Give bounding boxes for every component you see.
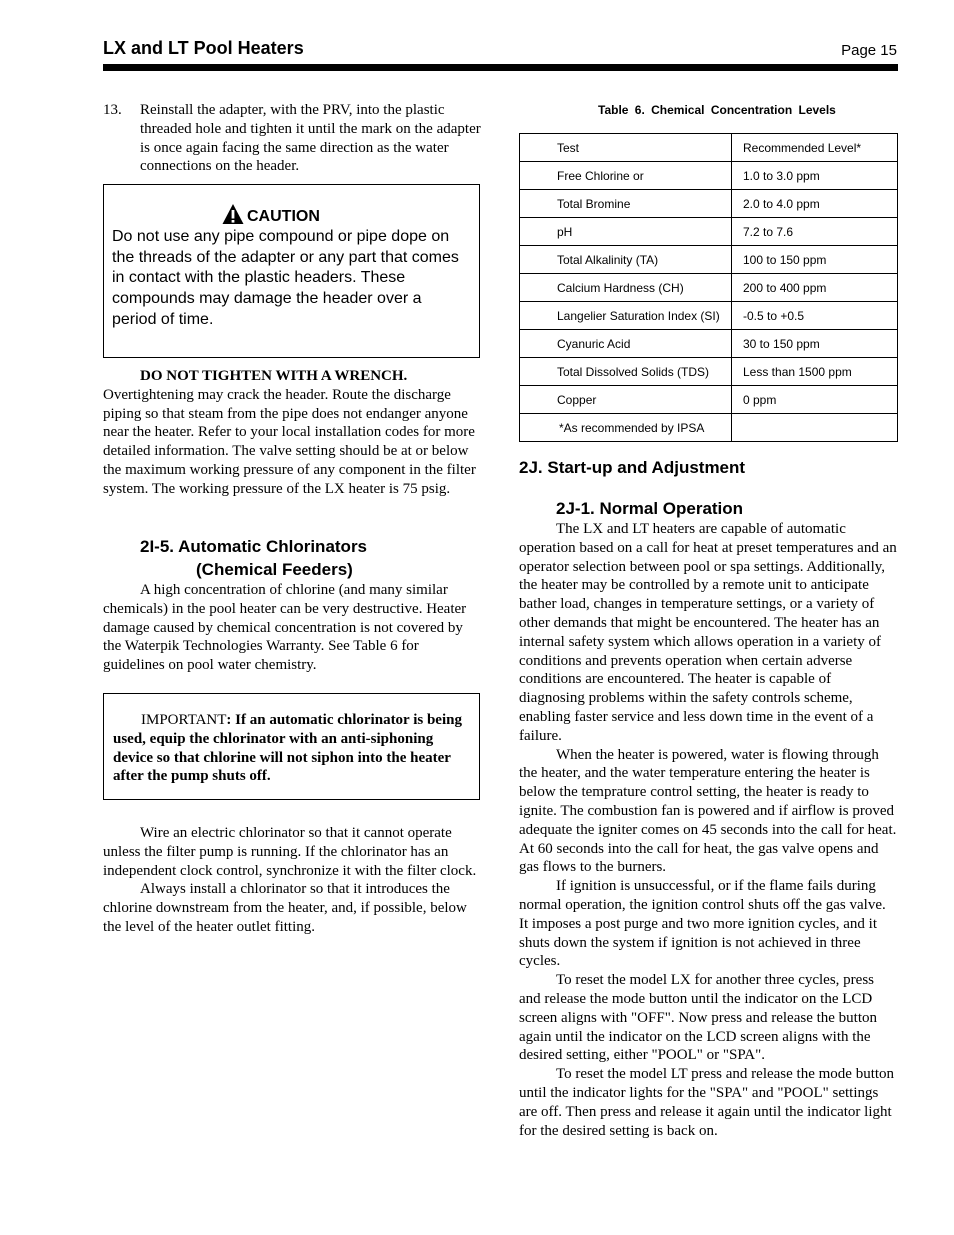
chemical-levels-table xyxy=(519,133,898,442)
table-row xyxy=(520,274,898,302)
caution-label: CAUTION xyxy=(247,207,320,225)
table-cell-level: 200 to 400 ppm xyxy=(732,274,898,302)
table-header-row xyxy=(520,134,898,162)
table-row xyxy=(520,162,898,190)
table-header-test: Test xyxy=(520,134,732,162)
table-cell-test: Free Chlorine or xyxy=(520,162,732,190)
table-cell-test: Total Bromine xyxy=(520,190,732,218)
chlorinator-para-text: A high concentration of chlorine (and many similar chemicals) in the pool heater can be very destructive. Heater damage caused by chemical concentration is not covered by the Waterpik Technologies Warranty. See Table 6 for guidelines on pool water chemistry. xyxy=(103,582,467,674)
install-chlorinator-para: Always install a chlorinator so that it introduces the chlorine downstream from the heater, and, if possible, below the level of the heater outlet fitting. xyxy=(103,881,467,935)
page-number: Page 15 xyxy=(841,42,897,59)
operation-paragraph: To reset the model LX for another three cycles, press and release the mode button until the indicator on the LCD screen aligns with "OFF". Now press and release the button again until the indicator on the LCD screen aligns with the desired setting, either "POOL" or "SPA". xyxy=(519,972,878,1064)
step-number: 13. xyxy=(103,102,122,118)
operation-paragraph: If ignition is unsuccessful, or if the flame fails during normal operation, the ignition control shuts off the gas valve. It imposes a post purge and two more ignition cycles, and it shuts down the system if ignition is not achieved in three cycles. xyxy=(519,878,886,970)
table-row xyxy=(520,330,898,358)
table-cell-test: Copper xyxy=(520,386,732,414)
important-bold-text: : If an automatic chlorinator is being used, equip the chlorinator with an anti-siphoning device so that chlorine will not siphon into the heater after the pump shuts off. xyxy=(113,712,462,785)
section-heading-2i5-line2: (Chemical Feeders) xyxy=(196,560,353,579)
caution-box xyxy=(103,184,480,358)
wiring-paras xyxy=(103,824,481,937)
operation-paragraph: To reset the model LT press and release the mode button until the indicator lights for the "SPA" and "POOL" settings are off. Then press and release it again until the indicator light for the desired setting is back on. xyxy=(519,1066,895,1139)
important-box xyxy=(103,693,480,800)
table-cell-test: Total Dissolved Solids (TDS) xyxy=(520,358,732,386)
operation-paragraph: When the heater is powered, water is flowing through the heater, and the water temperature entering the heater is below the temprature control setting, the heater is ready to ignite. The combustion fan is powered and if airflow is proved adequate the igniter comes on 45 seconds into the call for heat. At 60 seconds into the call for heat, the gas valve opens and gas flows to the burners. xyxy=(519,746,897,876)
section-heading-2j: 2J. Start-up and Adjustment xyxy=(519,458,746,477)
table-caption: Table 6. Chemical Concentration Levels xyxy=(598,103,836,117)
document-title: LX and LT Pool Heaters xyxy=(103,38,304,58)
step-13 xyxy=(103,101,483,176)
section-heading-2j1: 2J-1. Normal Operation xyxy=(556,499,744,518)
table-cell-test: Cyanuric Acid xyxy=(520,330,732,358)
caution-heading xyxy=(222,203,320,230)
wrench-warning-text: Overtightening may crack the header. Route the discharge piping so that steam from the pipe does not endanger anyone near the heater. Refer to your local installation codes for more detailed information. The valve setting should be at or below the maximum working pressure of any component in the filter system. The working pressure of the LX heater is 75 psig. xyxy=(103,386,476,497)
header-rule xyxy=(103,64,898,71)
table-cell-test: pH xyxy=(520,218,732,246)
table-cell-test: Total Alkalinity (TA) xyxy=(520,246,732,274)
table-cell-level: 7.2 to 7.6 xyxy=(732,218,898,246)
table-cell-test: Langelier Saturation Index (SI) xyxy=(520,302,732,330)
warning-icon xyxy=(222,203,244,230)
table-cell-level: 2.0 to 4.0 ppm xyxy=(732,190,898,218)
table-cell-level: -0.5 to +0.5 xyxy=(732,302,898,330)
normal-operation-text xyxy=(519,520,898,1140)
operation-paragraph: The LX and LT heaters are capable of automatic operation based on a call for heat at preset temperatures and an operator selection between pool or spa settings. Additionally, the heater may be controlled by a remote unit to anticipate bather load, changes in temperature settings, or a variety of other demands that might be encountered. The heater has an internal safety system which allows operation in a variety of conditions and prevents operation when certain adverse conditions are encountered. The heater is capable of diagnosing problems within the safety controls scheme, enabling faster service and less down time in the event of a failure. xyxy=(519,521,897,744)
table-cell-level: 30 to 150 ppm xyxy=(732,330,898,358)
important-label: IMPORTANT xyxy=(141,712,227,728)
table-cell-level: 100 to 150 ppm xyxy=(732,246,898,274)
wrench-warning-heading: DO NOT TIGHTEN WITH A WRENCH. xyxy=(140,368,408,384)
table-cell-level: 0 ppm xyxy=(732,386,898,414)
table-note: *As recommended by IPSA xyxy=(520,414,732,442)
caution-text: Do not use any pipe compound or pipe dope on the threads of the adapter or any part that comes in contact with the plastic headers. These compounds may damage the header over a period of time. xyxy=(112,228,459,328)
step-text: Reinstall the adapter, with the PRV, into the plastic threaded hole and tighten it until the mark on the adapter is once again facing the same direction as the water connections on the header. xyxy=(140,102,481,175)
section-heading-2i5 xyxy=(140,535,367,581)
table-cell-level: 1.0 to 3.0 ppm xyxy=(732,162,898,190)
table-note-row xyxy=(520,414,898,442)
important-text xyxy=(113,711,469,786)
wire-chlorinator-para: Wire an electric chlorinator so that it cannot operate unless the filter pump is running. If the chlorinator has an independent clock control, synchronize it with the filter clock. xyxy=(103,825,477,879)
table-cell-level: Less than 1500 ppm xyxy=(732,358,898,386)
table-cell-test: Calcium Hardness (CH) xyxy=(520,274,732,302)
table-note-empty-cell xyxy=(732,414,898,442)
table-row xyxy=(520,218,898,246)
table-row xyxy=(520,358,898,386)
table-row xyxy=(520,190,898,218)
wrench-warning xyxy=(103,367,481,499)
chlorinator-para xyxy=(103,581,481,675)
table-header-level: Recommended Level* xyxy=(732,134,898,162)
table-row xyxy=(520,386,898,414)
table-row xyxy=(520,246,898,274)
table-row xyxy=(520,302,898,330)
section-heading-2i5-line1: 2I-5. Automatic Chlorinators xyxy=(140,537,368,556)
